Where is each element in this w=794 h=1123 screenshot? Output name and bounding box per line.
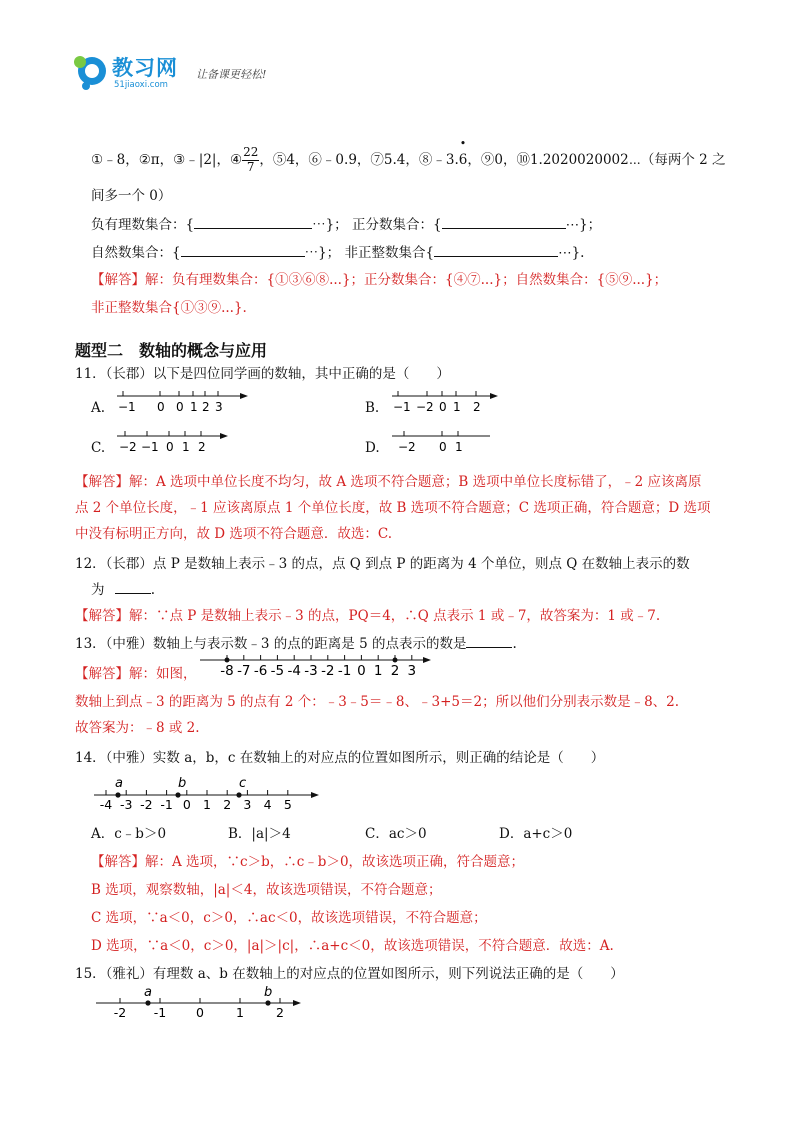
axis-label: 2 [473,400,481,414]
q15-number-line [92,986,304,1022]
brand-slogan: 让备课更轻松! [196,68,267,81]
axis-label: -2 [321,663,335,679]
q11-option-d-label: D. [365,440,380,456]
axis-label: 2 [198,440,206,454]
q14-option-c: C．ac＞0 [365,826,427,842]
point-label-a: a [144,986,152,1000]
axis-label: 1 [190,400,198,414]
point-label-c: c [239,776,247,791]
q11-stem: 11．（长郡）以下是四位同学画的数轴，其中正确的是（ ） [75,366,450,382]
axis-label: 4 [263,797,272,812]
axis-label: -1 [153,1005,167,1020]
fraction-numerator: 22 [243,145,259,159]
axis-label: 1 [453,400,461,414]
q13-stem-text: 13．（中雅）数轴上与表示数﹣3 的点的距离是 5 的点表示的数是 [75,636,467,652]
answer-blank [194,218,312,229]
set-positive-fraction-label: 正分数集合：{ [351,217,442,233]
q11-option-a-label: A. [91,400,106,416]
q14-option-b: B．|a|＞4 [228,826,291,842]
axis-label: -8 [220,663,234,679]
axis-label: 0 [157,400,165,414]
brand-name: 教习网 [112,56,178,80]
axis-label: −1 [118,400,136,414]
q14-answer-line2: B 选项，观察数轴，|a|＜4，故该选项错误，不符合题意； [91,882,442,898]
q10-list-part3: ，⑨0，⑩1.2020020002⋯（每两个 2 之 [467,151,726,168]
axis-label: -2 [113,1005,127,1020]
axis-label: 0 [439,400,447,414]
axis-label: 5 [283,797,292,812]
axis-label: −2 [119,440,137,454]
q10-list-part2: ，⑤4，⑥﹣0.9，⑦5.4，⑧﹣3. [259,151,459,168]
q10-answer-line2: 非正整数集合{①③⑨...}. [91,300,247,316]
point-2 [393,658,398,663]
axis-label: −2 [398,440,416,454]
set-non-integer-label: 非正整数集合{ [344,245,435,261]
q13-answer-prefix: 【解答】解：如图， [75,666,197,682]
answer-blank [466,637,512,648]
site-logo [72,52,192,92]
q10-list-line2: 间多一个 0） [91,188,172,204]
q11-axis-a [115,386,250,416]
axis-label: 0 [196,1005,204,1020]
axis-label: −1 [393,400,411,414]
section-title: 题型二 数轴的概念与应用 [75,341,268,360]
logo-mark-icon [72,52,110,90]
axis-label: 3 [215,400,223,414]
answer-blank [115,583,151,594]
q10-sets-row1 [91,213,601,233]
axis-label: -6 [253,663,268,679]
axis-label: -3 [119,797,133,812]
q13-stem-end: . [512,636,517,652]
axis-label: -1 [337,663,352,679]
q14-answer-line4: D 选项，∵a＜0，c＞0，|a|＞|c|，∴a+c＜0，故该选项错误，不符合题意．故选：A. [91,938,614,954]
point-a [145,1000,150,1005]
q11-answer-line1: 【解答】解：A 选项中单位长度不均匀，故 A 选项不符合题意；B 选项中单位长度标错了，﹣2 应该离原 [75,474,702,490]
axis-label: -7 [237,663,251,679]
axis-label: 2 [223,797,232,812]
axis-label: -2 [140,797,153,812]
axis-label: -3 [304,663,318,679]
q11-axis-d [390,426,495,456]
q14-number-line [90,773,322,813]
axis-label: -1 [160,797,173,812]
axis-label: 0 [182,797,191,812]
axis-label: 0 [166,440,174,454]
axis-label: 1 [236,1005,244,1020]
q14-option-a: A．c﹣b＞0 [91,826,167,842]
axis-label: -5 [270,663,285,679]
q12-stem-suffix: . [150,582,156,598]
answer-blank [181,246,305,257]
point-label-a: a [115,776,123,791]
axis-label: -4 [287,663,301,679]
q11-answer-line2: 点 2 个单位长度，﹣1 应该离原点 1 个单位长度，故 B 选项不符合题意；C 选项正确，符合题意；D 选项 [75,500,711,516]
set-end: ⋯}； [565,217,602,233]
axis-label: 0 [176,400,184,414]
q15-stem: 15．（雅礼）有理数 a、b 在数轴上的对应点的位置如图所示，则下列说法正确的是（ ） [75,966,624,982]
q11-axis-c [115,426,230,456]
q11-axis-b [390,386,500,416]
axis-label: 1 [182,440,190,454]
q14-answer-line1: 【解答】解：A 选项，∵c＞b，∴c﹣b＞0，故该选项正确，符合题意； [91,854,525,870]
q13-number-line [198,650,434,680]
q13-answer-line2: 数轴上到点﹣3 的距离为 5 的点有 2 个：﹣3﹣5＝﹣8、﹣3+5＝2；所以他们分别表示数是﹣8、2. [75,694,680,710]
axis-label: 1 [455,440,463,454]
set-end: ⋯}. [558,245,585,261]
q14-stem: 14．（中雅）实数 a，b，c 在数轴上的对应点的位置如图所示，则正确的结论是（ ） [75,750,605,766]
q13-answer-line3: 故答案为：﹣8 或 2. [75,720,200,736]
q12-stem-prefix: 为 [91,582,105,598]
point-c [236,792,241,797]
point-label-b: b [178,776,187,791]
axis-label: 2 [390,663,400,679]
repeating-digit: • 6 [459,152,468,168]
axis-label: 1 [373,663,383,679]
set-end: ⋯}； [312,217,348,233]
axis-label: 3 [407,663,417,679]
set-natural-label: 自然数集合：{ [91,245,181,261]
q11-option-c-label: C. [91,440,106,456]
point-label-b: b [264,986,273,1000]
axis-label: −2 [416,400,434,414]
axis-label: 3 [243,797,252,812]
q12-stem-line2 [91,578,155,598]
fraction-22-7 [242,146,259,175]
q11-option-b-label: B. [365,400,380,416]
q14-option-d: D．a+c＞0 [499,826,573,842]
answer-blank [434,246,558,257]
axis-label: 2 [276,1005,284,1020]
axis-label: 0 [357,663,366,679]
answer-blank [442,218,566,229]
q10-item-list [91,146,726,175]
q10-list-part1: ①﹣8，②π，③﹣|2|，④ [91,151,243,168]
axis-label: 0 [439,440,447,454]
axis-label: 2 [202,400,210,414]
q10-sets-row2 [91,241,584,261]
q13-stem [75,632,517,652]
q11-answer-line3: 中没有标明正方向，故 D 选项不符合题意．故选：C. [75,526,393,542]
q10-answer-line1: 【解答】解：负有理数集合：{①③⑥⑧...}；正分数集合：{④⑦...}；自然数集合：{⑤⑨...}； [91,272,668,288]
axis-label: 1 [203,797,211,812]
brand-url: 51jiaoxi.com [114,80,168,90]
q12-answer: 【解答】解：∵点 P 是数轴上表示﹣3 的点，PQ＝4，∴Q 点表示 1 或﹣7，故答案为：1 或﹣7. [75,608,661,624]
point-b [265,1000,270,1005]
q12-stem-line1: 12．（长郡）点 P 是数轴上表示﹣3 的点，点 Q 到点 P 的距离为 4 个单位，则点 Q 在数轴上表示的数 [75,556,690,572]
axis-label: −1 [141,440,159,454]
point-minus-8 [225,658,230,663]
set-negative-rational-label: 负有理数集合：{ [91,217,195,233]
point-b [175,792,180,797]
set-end: ⋯}； [304,245,341,261]
fraction-denominator: 7 [246,159,255,174]
q14-answer-line3: C 选项，∵a＜0，c＞0，∴ac＜0，故该选项错误，不符合题意； [91,910,487,926]
axis-label: -4 [99,797,113,812]
